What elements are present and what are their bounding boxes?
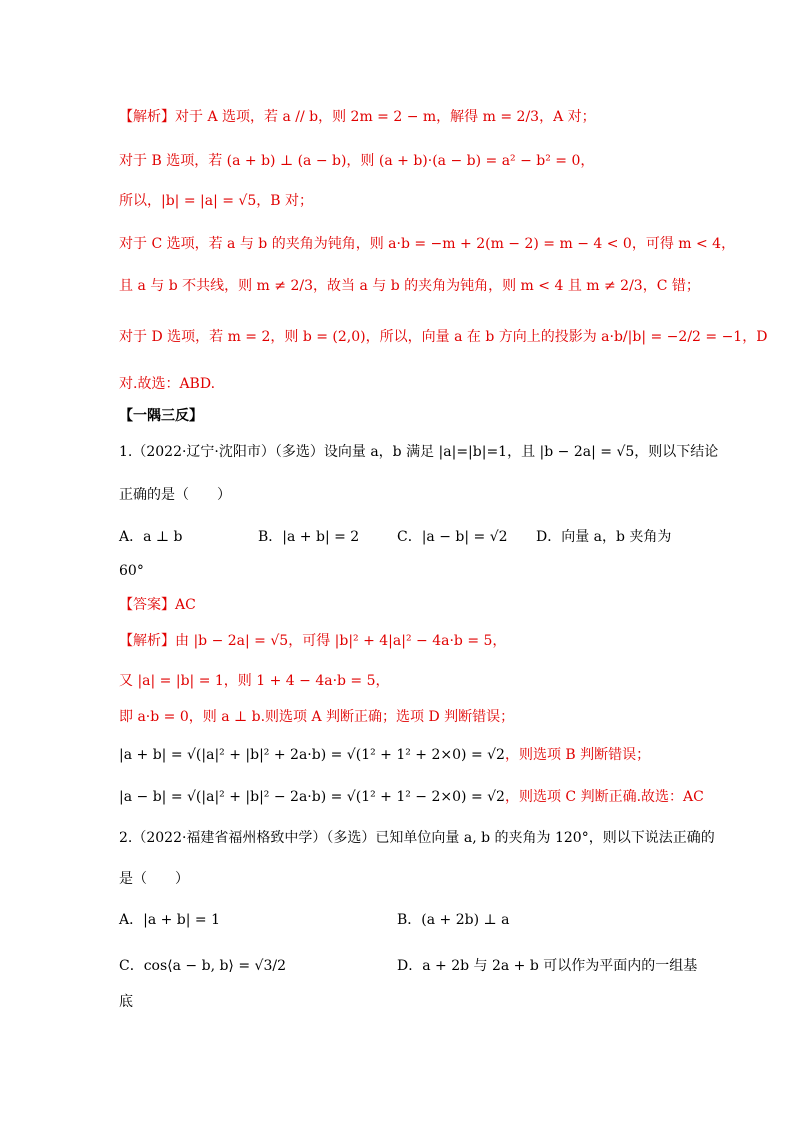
q1-solution-line-4-text: ，则选项 B 判断错误；	[504, 747, 651, 763]
q2-option-b: B．(a + 2b) ⊥ a	[397, 912, 510, 928]
q1-answer: 【答案】AC	[119, 597, 196, 613]
analysis-line-6: 对于 D 选项，若 m = 2，则 b = (2,0)，所以，向量 a 在 b 方向上的投影为 a·b/|b| = −2/2 = −1，D	[119, 329, 768, 345]
q1-option-d: D．向量 a，b 夹角为	[536, 529, 672, 545]
q2-option-d-continued: 底	[119, 994, 133, 1010]
q2-option-a: A．|a + b| = 1	[119, 912, 221, 928]
q1-stem-line-1: 1.（2022·辽宁·沈阳市）（多选）设向量 a，b 满足 |a|=|b|=1，且 |b − 2a| = √5，则以下结论	[119, 444, 719, 460]
q2-option-d: D．a + 2b 与 2a + b 可以作为平面内的一组基	[397, 958, 698, 974]
q1-solution-line-1: 【解析】由 |b − 2a| = √5，可得 |b|² + 4|a|² − 4a·b = 5，	[119, 633, 507, 649]
analysis-line-5: 且 a 与 b 不共线，则 m ≠ 2/3，故当 a 与 b 的夹角为钝角，则 m < 4 且 m ≠ 2/3，C 错；	[119, 278, 700, 294]
analysis-line-7: 对.故选：ABD.	[119, 376, 216, 392]
q1-solution-line-3: 即 a·b = 0，则 a ⊥ b.则选项 A 判断正确；选项 D 判断错误；	[119, 709, 515, 725]
q1-solution-line-4-math: |a + b| = √(|a|² + |b|² + 2a·b) = √(1² + 1² + 2×0) = √2	[119, 747, 505, 763]
q2-stem-line-2: 是（ ）	[119, 871, 189, 887]
analysis-line-3: 所以，|b| = |a| = √5，B 对；	[119, 193, 314, 209]
analysis-line-4: 对于 C 选项，若 a 与 b 的夹角为钝角，则 a·b = −m + 2(m − 2) = m − 4 < 0，可得 m < 4，	[119, 236, 736, 252]
q1-solution-line-2: 又 |a| = |b| = 1，则 1 + 4 − 4a·b = 5，	[119, 673, 390, 689]
q1-solution-line-5	[119, 786, 704, 806]
q1-option-a: A．a ⊥ b	[119, 529, 183, 545]
q2-option-c: C．cos⟨a − b, b⟩ = √3/2	[119, 958, 286, 974]
q1-solution-line-5-text: ，则选项 C 判断正确.故选：AC	[504, 789, 704, 805]
q1-stem-line-2: 正确的是（ ）	[119, 487, 231, 503]
q1-option-d-continued: 60°	[119, 563, 144, 579]
section-title: 【一隅三反】	[119, 408, 203, 424]
q1-solution-line-5-math: |a − b| = √(|a|² + |b|² − 2a·b) = √(1² + 1² − 2×0) = √2	[119, 789, 505, 805]
analysis-line-1: 【解析】对于 A 选项，若 a // b，则 2m = 2 − m，解得 m = 2/3，A 对；	[119, 109, 596, 125]
analysis-line-2: 对于 B 选项，若 (a + b) ⊥ (a − b)，则 (a + b)·(a − b) = a² − b² = 0，	[119, 153, 595, 169]
q2-stem-line-1: 2.（2022·福建省福州格致中学）（多选）已知单位向量 a, b 的夹角为 120°，则以下说法正确的	[119, 830, 715, 846]
q1-option-b: B．|a + b| = 2	[258, 529, 360, 545]
q1-solution-line-4	[119, 744, 650, 764]
q1-option-c: C．|a − b| = √2	[397, 529, 508, 545]
